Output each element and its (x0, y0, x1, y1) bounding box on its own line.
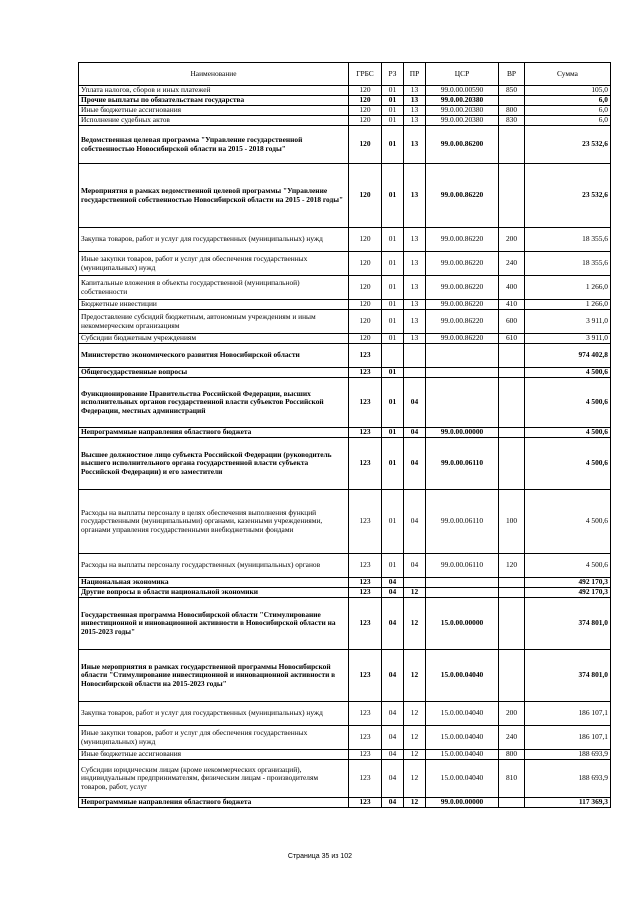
cell-rz: 01 (382, 368, 404, 378)
cell-sum: 23 532,6 (525, 164, 611, 228)
cell-sum: 492 170,3 (525, 588, 611, 598)
cell-name: Прочие выплаты по обязательствам государства (79, 96, 349, 106)
cell-pr (404, 344, 426, 368)
cell-vr (499, 344, 525, 368)
header-vr: ВР (499, 63, 525, 86)
cell-grbs: 123 (349, 344, 382, 368)
cell-rz: 01 (382, 310, 404, 334)
cell-rz: 01 (382, 438, 404, 490)
cell-pr: 12 (404, 650, 426, 702)
cell-pr: 12 (404, 588, 426, 598)
cell-rz: 01 (382, 116, 404, 126)
cell-grbs: 120 (349, 116, 382, 126)
cell-grbs: 123 (349, 598, 382, 650)
cell-csr: 15.0.00.04040 (426, 650, 499, 702)
cell-sum: 6,0 (525, 96, 611, 106)
table-row (79, 428, 611, 438)
header-csr: ЦСР (426, 63, 499, 86)
cell-pr: 13 (404, 116, 426, 126)
cell-csr: 99.0.00.86220 (426, 228, 499, 252)
cell-vr (499, 126, 525, 164)
cell-name: Бюджетные инвестиции (79, 300, 349, 310)
cell-sum: 188 693,9 (525, 750, 611, 760)
cell-vr (499, 598, 525, 650)
table-row (79, 126, 611, 164)
cell-name: Ведомственная целевая программа "Управление государственной собственностью Новосибирской области на 2015 - 2018 годы" (79, 126, 349, 164)
cell-name: Уплата налогов, сборов и иных платежей (79, 86, 349, 96)
cell-sum: 23 532,6 (525, 126, 611, 164)
header-sum: Сумма (525, 63, 611, 86)
cell-vr: 200 (499, 228, 525, 252)
cell-grbs: 123 (349, 378, 382, 428)
cell-pr: 12 (404, 598, 426, 650)
cell-name: Субсидии юридическим лицам (кроме некоммерческих организаций), индивидуальным предпринимателям, физическим лицам - производителям товаров, работ, услуг (79, 760, 349, 798)
cell-pr: 13 (404, 126, 426, 164)
cell-name: Иные закупки товаров, работ и услуг для обеспечения государственных (муниципальных) нужд (79, 252, 349, 276)
cell-csr (426, 368, 499, 378)
table-row (79, 276, 611, 300)
cell-name: Высшее должностное лицо субъекта Российской Федерации (руководитель высшего исполнительного органа государственной власти субъекта Российской Федерации) и его заместители (79, 438, 349, 490)
cell-pr: 13 (404, 96, 426, 106)
cell-vr (499, 164, 525, 228)
cell-vr: 400 (499, 276, 525, 300)
cell-name: Предоставление субсидий бюджетным, автономным учреждениям и иным некоммерческим организациям (79, 310, 349, 334)
cell-grbs: 120 (349, 252, 382, 276)
cell-grbs: 123 (349, 578, 382, 588)
cell-grbs: 120 (349, 126, 382, 164)
cell-sum: 6,0 (525, 106, 611, 116)
cell-pr: 13 (404, 310, 426, 334)
cell-rz: 01 (382, 554, 404, 578)
cell-vr: 610 (499, 334, 525, 344)
cell-sum: 18 355,6 (525, 252, 611, 276)
cell-name: Расходы на выплаты персоналу в целях обеспечения выполнения функций государственными (муниципальными) органами, казенными учреждениями, органами управления государственными внебюджетными фондами (79, 490, 349, 554)
cell-vr: 600 (499, 310, 525, 334)
cell-rz: 01 (382, 300, 404, 310)
cell-grbs: 123 (349, 490, 382, 554)
table-row (79, 554, 611, 578)
cell-sum: 105,0 (525, 86, 611, 96)
header-name: Наименование (79, 63, 349, 86)
cell-name: Закупка товаров, работ и услуг для государственных (муниципальных) нужд (79, 702, 349, 726)
cell-rz: 01 (382, 126, 404, 164)
cell-sum: 4 500,6 (525, 490, 611, 554)
cell-sum: 492 170,3 (525, 578, 611, 588)
table-body (79, 86, 611, 808)
cell-vr: 830 (499, 116, 525, 126)
cell-csr: 99.0.00.86200 (426, 126, 499, 164)
cell-vr (499, 378, 525, 428)
table-row (79, 578, 611, 588)
cell-rz: 01 (382, 86, 404, 96)
table-row (79, 300, 611, 310)
cell-csr: 15.0.00.04040 (426, 760, 499, 798)
cell-grbs: 123 (349, 750, 382, 760)
table-row (79, 490, 611, 554)
cell-pr: 12 (404, 750, 426, 760)
cell-rz: 04 (382, 578, 404, 588)
cell-csr: 99.0.00.20380 (426, 96, 499, 106)
cell-vr (499, 428, 525, 438)
cell-pr: 13 (404, 300, 426, 310)
cell-sum: 3 911,0 (525, 334, 611, 344)
cell-csr: 99.0.00.20380 (426, 106, 499, 116)
cell-vr: 240 (499, 726, 525, 750)
cell-pr: 12 (404, 726, 426, 750)
cell-csr: 99.0.00.00590 (426, 86, 499, 96)
cell-pr: 04 (404, 378, 426, 428)
cell-pr (404, 368, 426, 378)
cell-vr: 410 (499, 300, 525, 310)
cell-sum: 1 266,0 (525, 276, 611, 300)
cell-sum: 4 500,6 (525, 368, 611, 378)
table-row (79, 164, 611, 228)
table-row (79, 334, 611, 344)
cell-csr: 99.0.00.06110 (426, 490, 499, 554)
cell-pr: 13 (404, 86, 426, 96)
cell-grbs: 120 (349, 310, 382, 334)
table-row (79, 726, 611, 750)
cell-pr: 12 (404, 702, 426, 726)
cell-csr: 99.0.00.06110 (426, 438, 499, 490)
cell-name: Министерство экономического развития Новосибирской области (79, 344, 349, 368)
cell-rz: 04 (382, 588, 404, 598)
cell-sum: 374 801,0 (525, 650, 611, 702)
cell-name: Функционирование Правительства Российской Федерации, высших исполнительных органов государственной власти субъектов Российской Федерации, местных администраций (79, 378, 349, 428)
table-row (79, 252, 611, 276)
cell-sum: 188 693,9 (525, 760, 611, 798)
table-row (79, 106, 611, 116)
cell-csr (426, 378, 499, 428)
cell-vr: 200 (499, 702, 525, 726)
table-row (79, 116, 611, 126)
table-header-row (79, 63, 611, 86)
cell-csr: 99.0.00.86220 (426, 276, 499, 300)
budget-document-page (78, 62, 610, 808)
cell-rz: 01 (382, 378, 404, 428)
table-row (79, 750, 611, 760)
budget-table (78, 62, 611, 808)
cell-csr (426, 344, 499, 368)
cell-sum: 374 801,0 (525, 598, 611, 650)
table-row (79, 588, 611, 598)
cell-name: Субсидии бюджетным учреждениям (79, 334, 349, 344)
header-grbs: ГРБС (349, 63, 382, 86)
cell-sum: 186 107,1 (525, 726, 611, 750)
cell-name: Капитальные вложения в объекты государственной (муниципальной) собственности (79, 276, 349, 300)
cell-name: Национальная экономика (79, 578, 349, 588)
cell-vr (499, 798, 525, 808)
cell-csr: 99.0.00.86220 (426, 300, 499, 310)
cell-grbs: 123 (349, 368, 382, 378)
cell-vr (499, 578, 525, 588)
cell-grbs: 120 (349, 86, 382, 96)
cell-name: Государственная программа Новосибирской области "Стимулирование инвестиционной и инновационной активности в Новосибирской области на 2015-2023 годы" (79, 598, 349, 650)
cell-vr: 800 (499, 750, 525, 760)
cell-rz: 01 (382, 334, 404, 344)
cell-grbs: 123 (349, 438, 382, 490)
cell-vr (499, 588, 525, 598)
cell-pr: 13 (404, 334, 426, 344)
cell-name: Мероприятия в рамках ведомственной целевой программы "Управление государственной собственностью Новосибирской области на 2015 - 2018 годы" (79, 164, 349, 228)
cell-pr: 13 (404, 228, 426, 252)
cell-rz: 01 (382, 276, 404, 300)
cell-rz: 01 (382, 490, 404, 554)
cell-rz (382, 344, 404, 368)
cell-rz: 04 (382, 650, 404, 702)
cell-sum: 4 500,6 (525, 438, 611, 490)
cell-vr (499, 96, 525, 106)
cell-name: Иные мероприятия в рамках государственной программы Новосибирской области "Стимулирование инвестиционной и инновационной активности в Новосибирской области на 2015-2023 годы" (79, 650, 349, 702)
cell-csr (426, 588, 499, 598)
cell-csr: 99.0.00.86220 (426, 310, 499, 334)
cell-sum: 4 500,6 (525, 554, 611, 578)
cell-csr: 99.0.00.86220 (426, 164, 499, 228)
cell-grbs: 123 (349, 588, 382, 598)
cell-grbs: 123 (349, 726, 382, 750)
header-pr: ПР (404, 63, 426, 86)
header-rz: РЗ (382, 63, 404, 86)
cell-vr: 850 (499, 86, 525, 96)
cell-vr (499, 650, 525, 702)
table-row (79, 378, 611, 428)
cell-rz: 04 (382, 702, 404, 726)
cell-csr: 15.0.00.04040 (426, 702, 499, 726)
cell-name: Другие вопросы в области национальной экономики (79, 588, 349, 598)
cell-sum: 186 107,1 (525, 702, 611, 726)
cell-csr: 99.0.00.00000 (426, 428, 499, 438)
cell-name: Непрограммные направления областного бюджета (79, 428, 349, 438)
cell-pr: 13 (404, 106, 426, 116)
cell-rz: 01 (382, 228, 404, 252)
cell-name: Иные бюджетные ассигнования (79, 106, 349, 116)
cell-rz: 01 (382, 252, 404, 276)
cell-sum: 6,0 (525, 116, 611, 126)
cell-sum: 4 500,6 (525, 428, 611, 438)
cell-pr: 13 (404, 252, 426, 276)
cell-pr (404, 578, 426, 588)
cell-vr (499, 438, 525, 490)
cell-name: Общегосударственные вопросы (79, 368, 349, 378)
table-row (79, 438, 611, 490)
cell-csr: 99.0.00.86220 (426, 252, 499, 276)
cell-grbs: 123 (349, 798, 382, 808)
cell-rz: 04 (382, 760, 404, 798)
cell-sum: 18 355,6 (525, 228, 611, 252)
cell-vr (499, 368, 525, 378)
cell-csr: 15.0.00.04040 (426, 750, 499, 760)
cell-vr: 120 (499, 554, 525, 578)
cell-name: Исполнение судебных актов (79, 116, 349, 126)
table-row (79, 650, 611, 702)
cell-pr: 12 (404, 760, 426, 798)
cell-csr: 99.0.00.06110 (426, 554, 499, 578)
cell-vr: 100 (499, 490, 525, 554)
cell-vr: 800 (499, 106, 525, 116)
cell-grbs: 120 (349, 96, 382, 106)
table-row (79, 368, 611, 378)
cell-grbs: 120 (349, 276, 382, 300)
table-row (79, 228, 611, 252)
cell-rz: 04 (382, 726, 404, 750)
cell-csr: 15.0.00.00000 (426, 598, 499, 650)
cell-grbs: 120 (349, 164, 382, 228)
table-row (79, 760, 611, 798)
cell-sum: 1 266,0 (525, 300, 611, 310)
cell-pr: 12 (404, 798, 426, 808)
cell-rz: 01 (382, 164, 404, 228)
cell-grbs: 120 (349, 334, 382, 344)
cell-name: Непрограммные направления областного бюджета (79, 798, 349, 808)
cell-grbs: 123 (349, 760, 382, 798)
cell-grbs: 120 (349, 300, 382, 310)
cell-rz: 01 (382, 96, 404, 106)
cell-name: Иные закупки товаров, работ и услуг для обеспечения государственных (муниципальных) нужд (79, 726, 349, 750)
cell-sum: 117 369,3 (525, 798, 611, 808)
cell-name: Расходы на выплаты персоналу государственных (муниципальных) органов (79, 554, 349, 578)
cell-grbs: 120 (349, 106, 382, 116)
cell-grbs: 123 (349, 428, 382, 438)
cell-sum: 974 402,8 (525, 344, 611, 368)
cell-csr (426, 578, 499, 588)
cell-vr: 810 (499, 760, 525, 798)
cell-pr: 13 (404, 164, 426, 228)
cell-rz: 04 (382, 750, 404, 760)
cell-rz: 01 (382, 106, 404, 116)
cell-grbs: 123 (349, 650, 382, 702)
cell-csr: 99.0.00.00000 (426, 798, 499, 808)
table-row (79, 798, 611, 808)
cell-grbs: 120 (349, 228, 382, 252)
table-row (79, 598, 611, 650)
cell-csr: 99.0.00.86220 (426, 334, 499, 344)
page-number: Страница 35 из 102 (287, 853, 353, 860)
cell-pr: 04 (404, 438, 426, 490)
cell-pr: 04 (404, 490, 426, 554)
cell-csr: 99.0.00.20380 (426, 116, 499, 126)
table-row (79, 86, 611, 96)
cell-pr: 13 (404, 276, 426, 300)
cell-sum: 4 500,6 (525, 378, 611, 428)
table-row (79, 702, 611, 726)
cell-vr: 240 (499, 252, 525, 276)
cell-rz: 04 (382, 598, 404, 650)
cell-grbs: 123 (349, 702, 382, 726)
cell-rz: 01 (382, 428, 404, 438)
cell-grbs: 123 (349, 554, 382, 578)
table-row (79, 310, 611, 334)
table-row (79, 96, 611, 106)
cell-pr: 04 (404, 428, 426, 438)
cell-rz: 04 (382, 798, 404, 808)
cell-pr: 04 (404, 554, 426, 578)
cell-sum: 3 911,0 (525, 310, 611, 334)
cell-csr: 15.0.00.04040 (426, 726, 499, 750)
table-row (79, 344, 611, 368)
cell-name: Закупка товаров, работ и услуг для государственных (муниципальных) нужд (79, 228, 349, 252)
cell-name: Иные бюджетные ассигнования (79, 750, 349, 760)
